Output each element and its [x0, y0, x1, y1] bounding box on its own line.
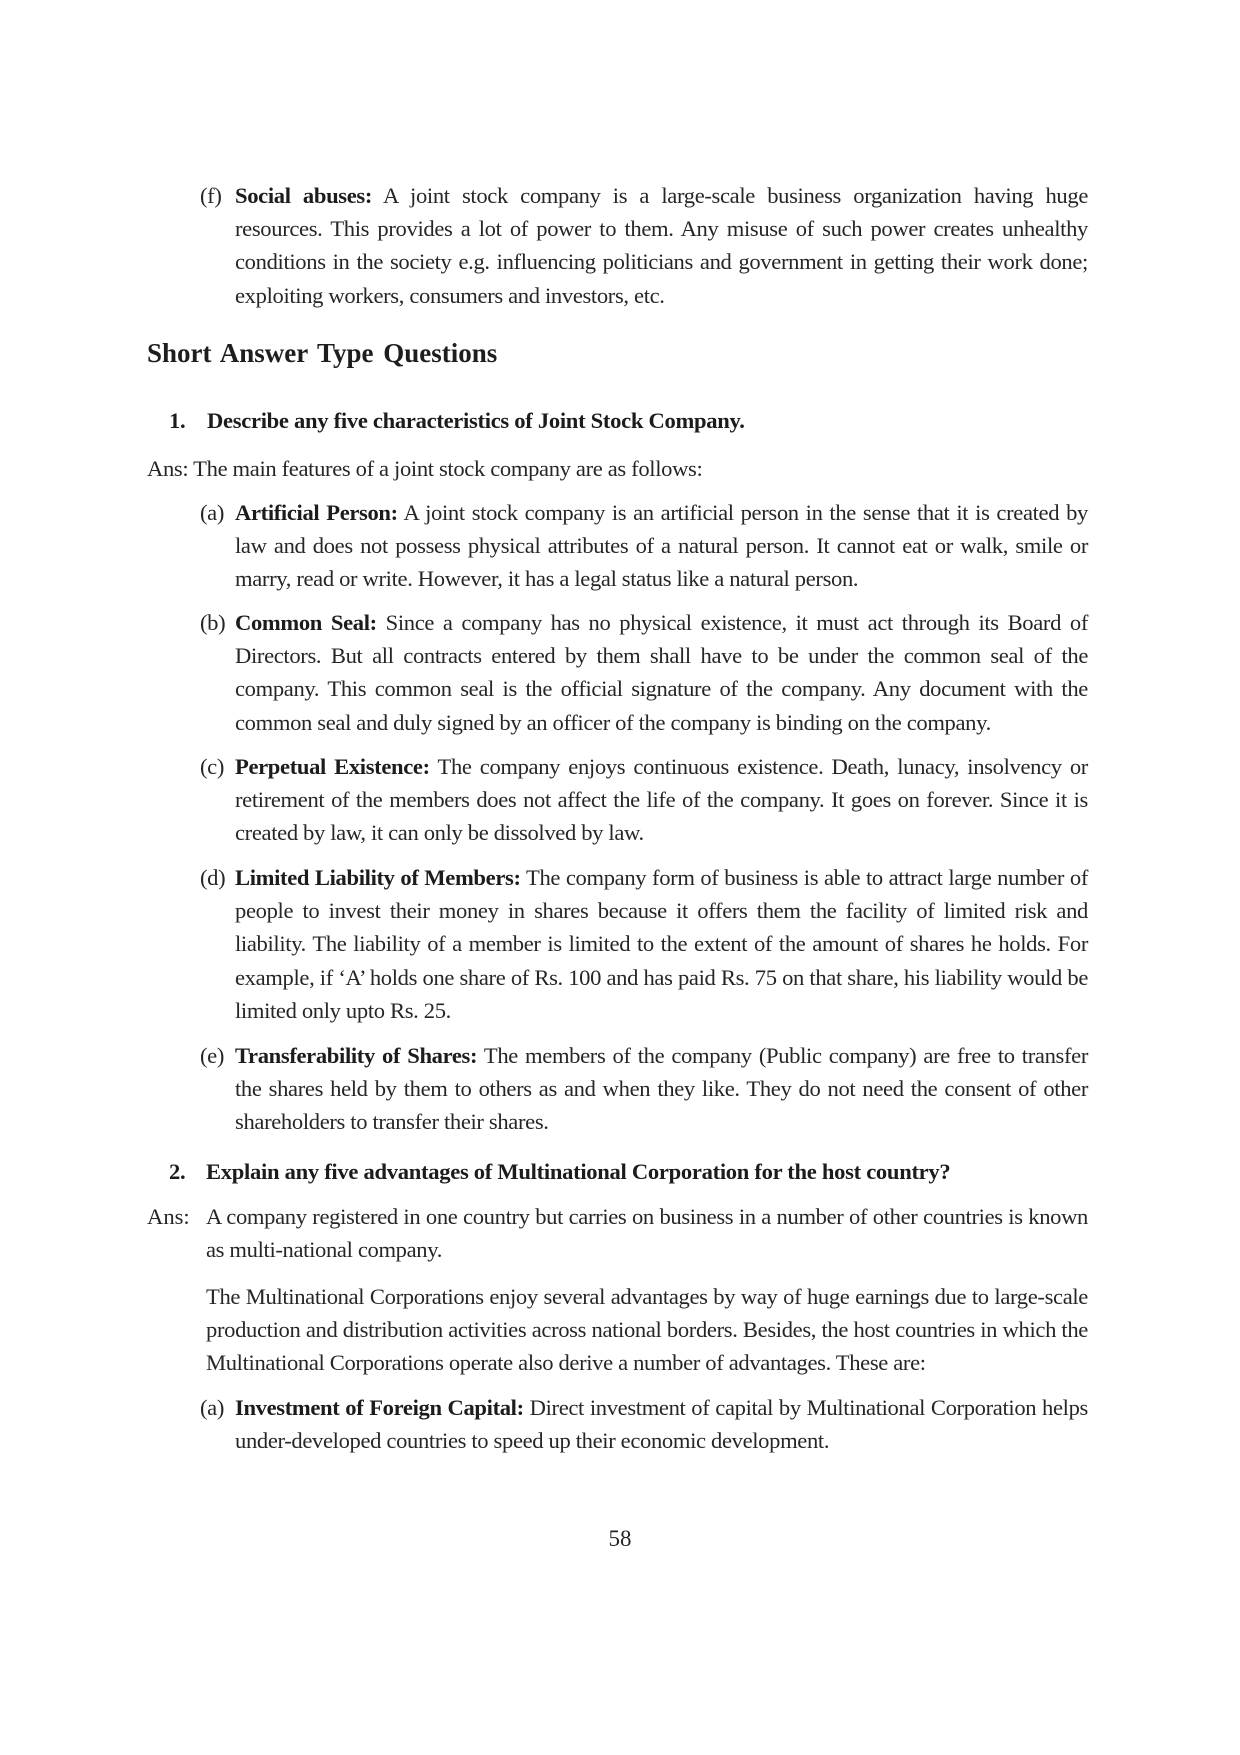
answer-paragraph-2: The Multinational Corporations enjoy several advantages by way of huge earnings due to large-scale production and distribution activities across national borders. Besides, the host countries in which the Multinational Corporations operate also derive a number of advantages. These are: — [206, 1284, 1088, 1376]
item-marker: (c) — [200, 754, 225, 779]
item-body: Since a company has no physical existence, it must act through its Board of Directors. But all contracts entered by them shall have to be under the common seal of the company. This common seal is the official signature of the company. Any document with the common seal and duly signed by an officer of the company is binding on the company. — [235, 610, 1088, 735]
item-body: The company form of business is able to attract large number of people to invest their money in shares because it offers them the facility of limited risk and liability. The liability of a member is limited to the extent of the amount of shares he holds. For example, if ‘A’ holds one share of Rs. 100 and has paid Rs. 75 on that share, his liability would be limited only upto Rs. 25. — [235, 865, 1089, 1023]
question-text: Explain any five advantages of Multinational Corporation for the host country? — [206, 1159, 951, 1184]
item-body: Direct investment of capital by Multinational Corporation helps under-developed countries to speed up their economic development. — [235, 1395, 1089, 1454]
item-title: Social abuses: — [235, 183, 373, 208]
item-marker: (a) — [200, 1395, 225, 1420]
question-number: 2. — [169, 1159, 186, 1184]
item-body: The members of the company (Public company) are free to transfer the shares held by them to others as and when they like. They do not need the consent of other shareholders to transfer their shares. — [235, 1043, 1088, 1135]
item-marker: (d) — [200, 865, 226, 890]
answer-intro: Ans: The main features of a joint stock company are as follows: — [147, 456, 703, 481]
section-heading: Short Answer Type Questions — [147, 338, 498, 368]
item-text — [235, 179, 1088, 312]
item-marker: (a) — [200, 500, 225, 525]
item-marker: (f) — [200, 183, 222, 208]
question-number: 1. — [169, 408, 186, 433]
item-body: A joint stock company is a large-scale business organization having huge resources. This provides a lot of power to them. Any misuse of such power creates unhealthy conditions in the society e.g. influencing politicians and government in getting their work done; exploiting workers, consumers and investors, etc. — [235, 183, 1088, 308]
item-title: Perpetual Existence: — [235, 754, 430, 779]
item-body: The company enjoys continuous existence. Death, lunacy, insolvency or retirement of the members does not affect the life of the company. It goes on forever. Since it is created by law, it can only be dissolved by law. — [235, 754, 1088, 846]
item-title: Limited Liability of Members: — [235, 865, 521, 890]
item-title: Investment of Foreign Capital: — [235, 1395, 524, 1420]
item-title: Transferability of Shares: — [235, 1043, 478, 1068]
item-text — [235, 1391, 1088, 1457]
item-title: Common Seal: — [235, 610, 377, 635]
item-text — [235, 861, 1088, 1027]
item-text — [235, 1039, 1088, 1139]
question-text: Describe any five characteristics of Joint Stock Company. — [207, 408, 745, 433]
item-body: A joint stock company is an artificial person in the sense that it is created by law and does not possess physical attributes of a natural person. It cannot eat or walk, smile or marry, read or write. However, it has a legal status like a natural person. — [235, 500, 1088, 592]
answer-label: Ans: — [147, 1204, 190, 1229]
item-text — [235, 496, 1088, 596]
item-text — [235, 750, 1088, 850]
item-marker: (e) — [200, 1043, 225, 1068]
item-marker: (b) — [200, 610, 226, 635]
item-text — [235, 606, 1088, 739]
answer-paragraph-1: A company registered in one country but carries on business in a number of other countries is known as multi-national company. — [206, 1204, 1088, 1263]
item-title: Artificial Person: — [235, 500, 398, 525]
page-number: 58 — [608, 1526, 632, 1551]
